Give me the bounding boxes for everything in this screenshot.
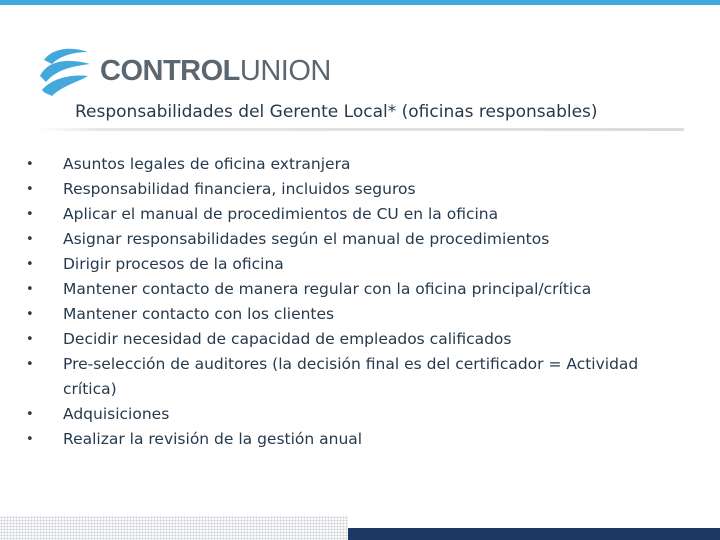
logo-wordmark-union: UNION (239, 54, 331, 87)
responsibilities-list (26, 152, 696, 452)
top-accent-bar (0, 0, 720, 5)
list-item-text: Adquisiciones (63, 405, 170, 423)
list-item-text: Pre-selección de auditores (la decisión final es del certificador = Actividad crítica) (63, 355, 639, 398)
bullet-icon: • (26, 207, 34, 222)
list-item (26, 302, 696, 327)
bullet-icon: • (26, 182, 34, 197)
list-item (26, 252, 696, 277)
list-item (26, 277, 696, 302)
list-item-text: Asignar responsabilidades según el manual de procedimientos (63, 230, 550, 248)
list-item (26, 227, 696, 252)
list-item-text: Asuntos legales de oficina extranjera (63, 155, 351, 173)
control-union-logo (38, 46, 331, 96)
list-item-text: Mantener contacto de manera regular con la oficina principal/crítica (63, 280, 592, 298)
slide-title: Responsabilidades del Gerente Local* (oficinas responsables) (75, 102, 598, 122)
list-item-text: Dirigir procesos de la oficina (63, 255, 284, 273)
title-underline (36, 128, 684, 131)
list-item (26, 152, 696, 177)
bullet-icon: • (26, 332, 34, 347)
logo-wordmark-control: CONTROL (100, 54, 240, 87)
list-item-text: Responsabilidad financiera, incluidos seguros (63, 180, 416, 198)
footer-bar (348, 528, 720, 540)
bullet-icon: • (26, 232, 34, 247)
bullet-icon: • (26, 157, 34, 172)
list-item (26, 352, 696, 402)
list-item-text: Decidir necesidad de capacidad de empleados calificados (63, 330, 512, 348)
bullet-icon: • (26, 307, 34, 322)
bullet-icon: • (26, 432, 34, 447)
control-union-swirl-icon (38, 46, 92, 96)
list-item (26, 402, 696, 427)
bullet-icon: • (26, 407, 34, 422)
list-item (26, 327, 696, 352)
footer-dot-pattern (0, 516, 348, 540)
list-item (26, 202, 696, 227)
list-item-text: Aplicar el manual de procedimientos de CU en la oficina (63, 205, 499, 223)
list-item-text: Realizar la revisión de la gestión anual (63, 430, 363, 448)
bullet-icon: • (26, 357, 34, 372)
list-item (26, 177, 696, 202)
logo-wordmark (100, 54, 331, 87)
bullet-icon: • (26, 257, 34, 272)
bullet-icon: • (26, 282, 34, 297)
list-item-text: Mantener contacto con los clientes (63, 305, 335, 323)
list-item (26, 427, 696, 452)
